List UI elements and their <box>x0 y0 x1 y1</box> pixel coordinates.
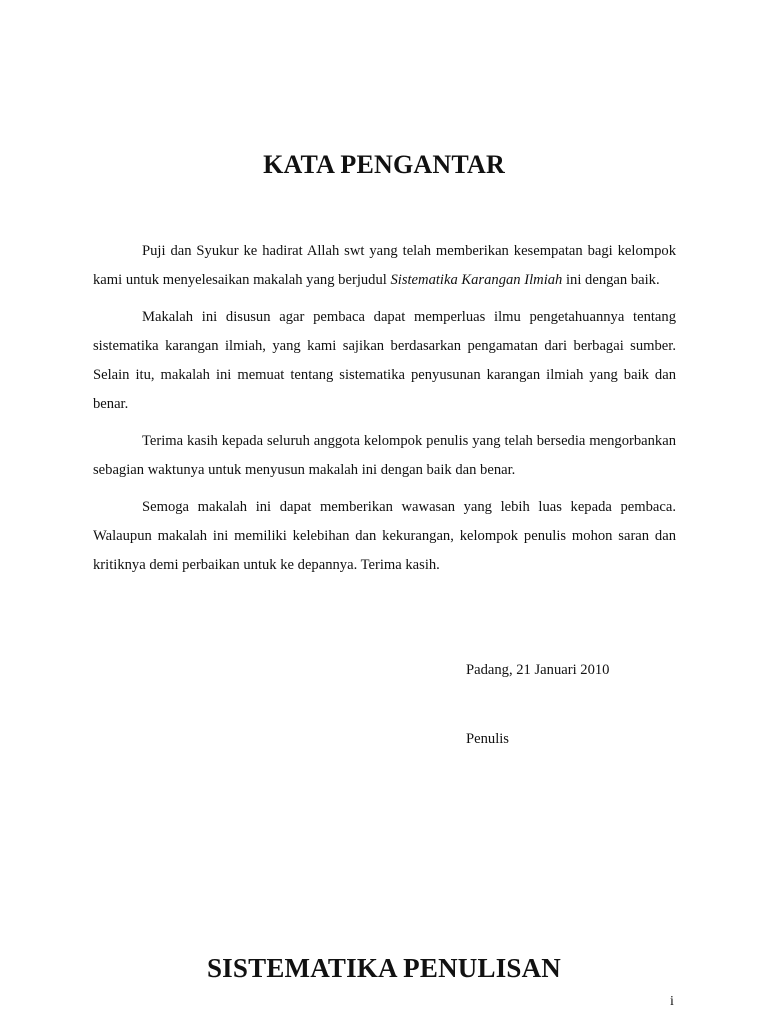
page-number: i <box>670 994 674 1009</box>
next-section-title: SISTEMATIKA PENULISAN <box>206 953 562 983</box>
paragraph-1 <box>93 237 676 295</box>
paragraph-3: Terima kasih kepada seluruh anggota kelompok penulis yang telah bersedia mengorbankan sebagian waktunya untuk menyusun makalah ini dengan baik dan benar. <box>93 433 676 478</box>
closing-place-date: Padang, 21 Januari 2010 <box>466 662 610 678</box>
closing-author: Penulis <box>466 731 509 747</box>
body-text <box>93 237 676 588</box>
paragraph-1-text-end: ini dengan baik. <box>562 272 660 288</box>
page-title: KATA PENGANTAR <box>263 150 505 179</box>
paragraph-4: Semoga makalah ini dapat memberikan wawasan yang lebih luas kepada pembaca. Walaupun makalah ini memiliki kelebihan dan kekurangan, kelompok penulis mohon saran dan kritiknya demi perbaikan untuk ke depannya. Terima kasih. <box>93 499 676 573</box>
paper-title-emphasis: Sistematika Karangan Ilmiah <box>390 272 563 288</box>
paragraph-1-text-start: Puji dan Syukur ke hadirat Allah swt yang telah memberikan kesempatan bagi kelompok kami untuk menyelesaikan makalah yang berjudul <box>93 243 676 288</box>
paragraph-2: Makalah ini disusun agar pembaca dapat memperluas ilmu pengetahuannya tentang sistematika karangan ilmiah, yang kami sajikan berdasarkan pengamatan dari berbagai sumber. Selain itu, makalah ini memuat tentang sistematika penyusunan karangan ilmiah yang baik dan benar. <box>93 309 676 412</box>
